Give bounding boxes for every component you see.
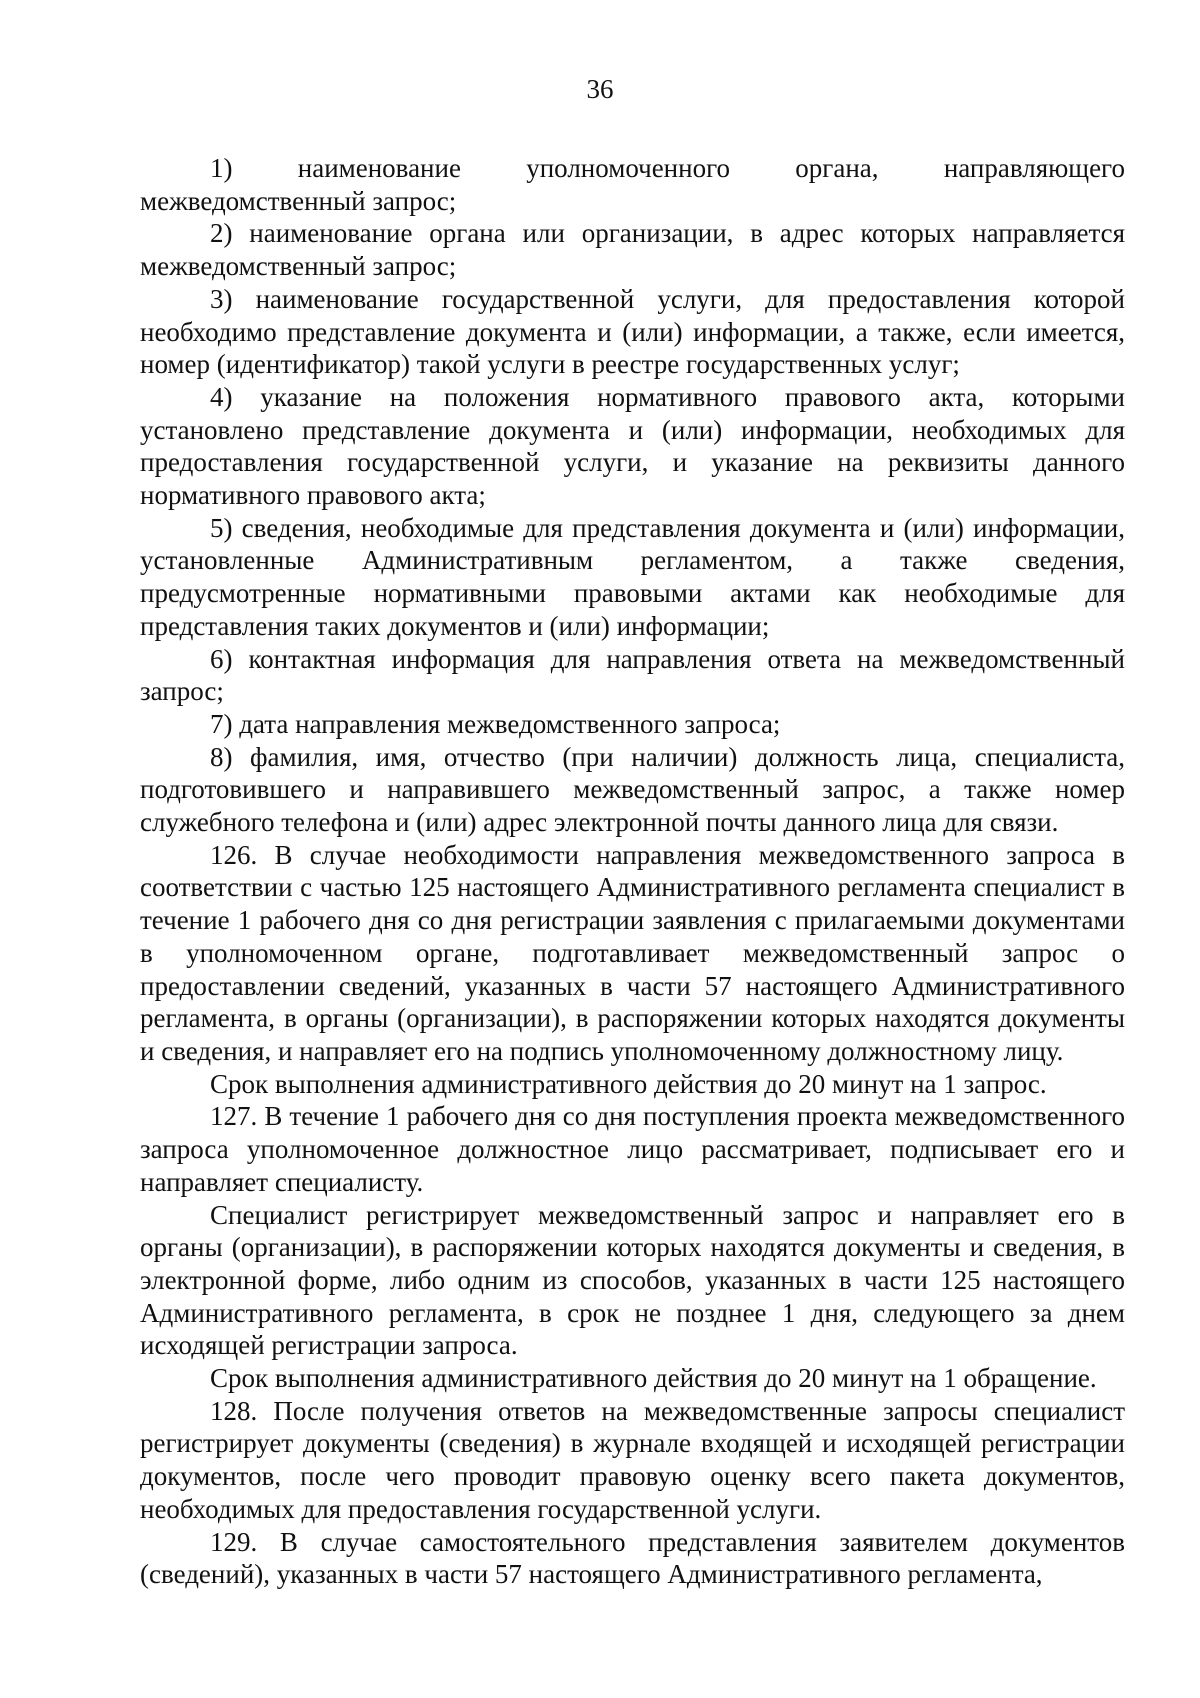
paragraph-item-5: 5) сведения, необходимые для представления документа и (или) информации, установленные Административным регламентом, а также сведения, предусмотренные нормативными правовыми актами как необходимые для представления таких документов и (или) информации; xyxy=(140,512,1125,641)
paragraph-128: 128. После получения ответов на межведомственные запросы специалист регистрирует документы (сведения) в журнале входящей и исходящей регистрации документов, после чего проводит правовую оценку всего пакета документов, необходимых для предоставления государственной услуги. xyxy=(140,1395,1125,1524)
page-number: 36 xyxy=(586,74,614,104)
item-1-first-line xyxy=(140,152,1125,185)
item-1-word-2: уполномоченного xyxy=(526,153,730,183)
paragraph-126-deadline: Срок выполнения административного действия до 20 минут на 1 запрос. xyxy=(210,1068,1047,1099)
paragraph-item-6: 6) контактная информация для направления ответа на межведомственный запрос; xyxy=(140,643,1125,707)
paragraph-item-8: 8) фамилия, имя, отчество (при наличии) должность лица, специалиста, подготовившего и направившего межведомственный запрос, а также номер служебного телефона и (или) адрес электронной почты данного лица для связи. xyxy=(140,741,1125,838)
paragraph-item-4: 4) указание на положения нормативного правового акта, которыми установлено представление документа и (или) информации, необходимых для предоставления государственной услуги, и указание на реквизиты данного нормативного правового акта; xyxy=(140,381,1125,511)
paragraph-129: 129. В случае самостоятельного представления заявителем документов (сведений), указанных в части 57 настоящего Административного регламента, xyxy=(140,1526,1125,1590)
document-body xyxy=(140,152,1125,1591)
item-1-word-4: направляющего xyxy=(943,153,1125,183)
item-1-word-1: наименование xyxy=(297,153,461,183)
paragraph-item-2: 2) наименование органа или организации, в адрес которых направляется межведомственный запрос; xyxy=(140,218,1125,282)
paragraph-126: 126. В случае необходимости направления межведомственного запроса в соответствии с частью 125 настоящего Административного регламента специалист в течение 1 рабочего дня со дня регистрации заявления с прилагаемыми документами в уполномоченном органе, подготавливает межведомственный запрос о предоставлении сведений, указанных в части 57 настоящего Административного регламента, в органы (организации), в распоряжении которых находятся документы и сведения, и направляет его на подпись уполномоченному должностному лицу. xyxy=(140,839,1125,1066)
item-1-continuation: межведомственный запрос; xyxy=(140,185,457,216)
paragraph-item-7: 7) дата направления межведомственного запроса; xyxy=(210,708,781,739)
paragraph-127-deadline: Срок выполнения административного действия до 20 минут на 1 обращение. xyxy=(210,1363,1097,1394)
paragraph-127-registration: Специалист регистрирует межведомственный запрос и направляет его в органы (организации), в распоряжении которых находятся документы и сведения, в электронной форме, либо одним из способов, указанных в части 125 настоящего Административного регламента, в срок не позднее 1 дня, следующего за днем исходящей регистрации запроса. xyxy=(140,1199,1125,1361)
item-1-word-3: органа, xyxy=(795,153,879,183)
paragraph-item-1 xyxy=(140,152,1125,217)
item-1-number: 1) xyxy=(210,153,233,183)
paragraph-127: 127. В течение 1 рабочего дня со дня поступления проекта межведомственного запроса уполномоченное должностное лицо рассматривает, подписывает его и направляет специалисту. xyxy=(140,1101,1125,1197)
paragraph-item-3: 3) наименование государственной услуги, для предоставления которой необходимо представление документа и (или) информации, а также, если имеется, номер (идентификатор) такой услуги в реестре государственных услуг; xyxy=(140,283,1125,380)
